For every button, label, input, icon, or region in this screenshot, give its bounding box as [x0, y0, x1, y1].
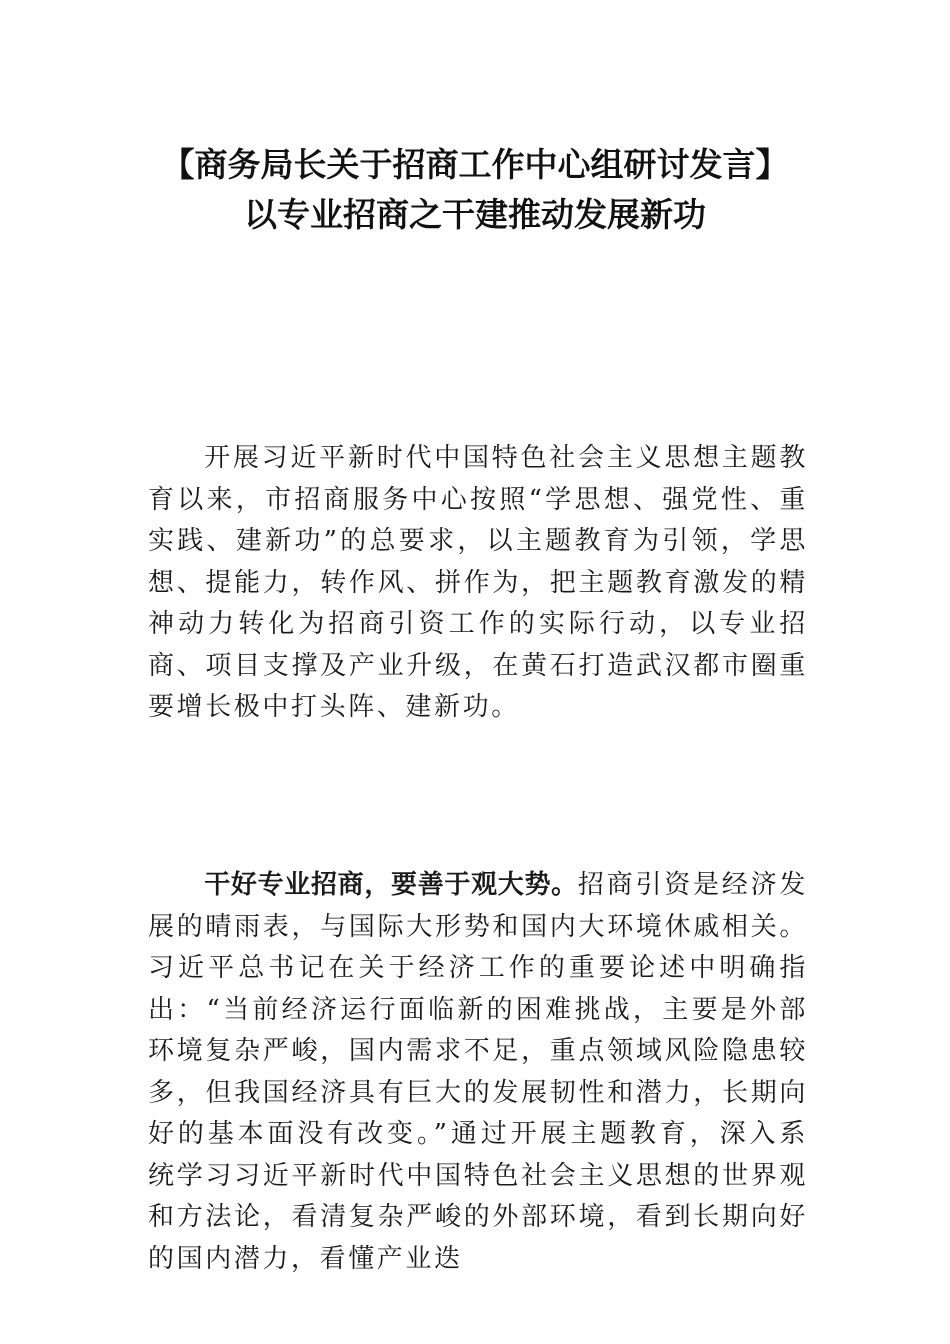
document-title-line-2: 以专业招商之干建推动发展新功: [244, 195, 706, 234]
paragraph-observe-trends-text: 招商引资是经济发展的晴雨表，与国际大形势和国内大环境休戚相关。习近平总书记在关于经济工作的重要论述中明确指出：“当前经济运行面临新的困难挑战，主要是外部环境复杂严峻，国内需求不足，重点领域风险隐患较多，但我国经济具有巨大的发展韧性和潜力，长期向好的基本面没有改变。”通过开展主题教育，深入系统学习习近平新时代中国特色社会主义思想的世界观和方法论，看清复杂严峻的外部环境，看到长期向好的国内潜力，看懂产业迭: [148, 870, 808, 1274]
paragraph-intro-text: 开展习近平新时代中国特色社会主义思想主题教育以来，市招商服务中心按照“学思想、强党性、重实践、建新功”的总要求，以主题教育为引领，学思想、提能力，转作风、拼作为，把主题教育激发的精神动力转化为招商引资工作的实际行动，以专业招商、项目支撑及产业升级，在黄石打造武汉都市圈重要增长极中打头阵、建新功。: [148, 443, 808, 722]
document-title-line-1: 【商务局长关于招商工作中心组研讨发言】: [161, 145, 789, 184]
paragraph-lead-heading: 干好专业招商，要善于观大势。: [204, 870, 578, 900]
paragraph-observe-trends: [148, 865, 808, 1280]
paragraph-intro: [148, 438, 808, 729]
